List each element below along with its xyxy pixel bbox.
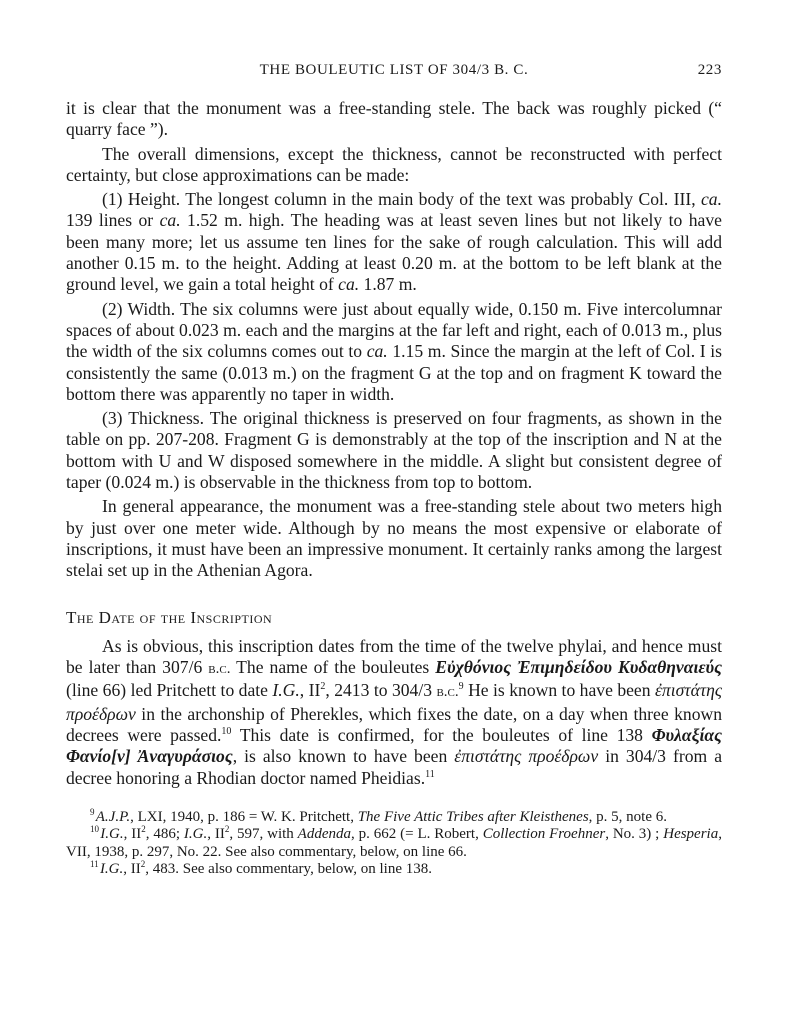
footnote-ref-11: 11 bbox=[425, 768, 435, 780]
greek-name-euchthonios: Εὐχθόνιος Ἐπιμηδείδου Κυδαθηναιεύς bbox=[435, 657, 723, 678]
page bbox=[66, 62, 722, 878]
body-text bbox=[66, 98, 722, 789]
paragraph-width: (2) Width. The six columns were just about equally wide, 0.150 m. Five intercolumnar spaces of about 0.023 m. each and the margins at the far left and right, each of 0.013 m., plus the width of the six columns comes out to ca. 1.15 m. Since the margin at the left of Col. I is consistently the same (0.013 m.) on the fragment G at the top and on fragment K toward the bottom there was apparently no taper in width. bbox=[66, 298, 722, 404]
greek-title-epistates: ἐπιστάτης προέδρων bbox=[66, 680, 722, 724]
greek-name-phylaxias: Φυλαξίας Φανίο[ν] Ἀναγυράσιος bbox=[66, 725, 722, 767]
paragraph-general-appearance: In general appearance, the monument was a free-standing stele about two meters high by just over one meter wide. Although by no means the most expensive or elaborate of inscriptions, it must have been an impressive monument. It certainly ranks among the largest stelai set up in the Athenian Agora. bbox=[66, 496, 722, 581]
greek-title-epistates-2: ἐπιστάτης προέδρων bbox=[454, 746, 599, 767]
page-header bbox=[66, 62, 722, 86]
running-head: THE BOULEUTIC LIST OF 304/3 B. C. bbox=[259, 62, 529, 78]
footnote-ref-10: 10 bbox=[221, 726, 232, 738]
footnote-11: $^{11}$ I.G., $II^2$, 483. See also commentary, below, on line 138. bbox=[90, 858, 433, 877]
footnote-9: $^9$ A.J.P., LXI, 1940, p. 186 = W. K. Pritchett, The Five Attic Tribes after Kleisthenes, p. 5, note 6. bbox=[90, 806, 667, 825]
footnote-ref-9: 9 bbox=[458, 681, 464, 693]
paragraph-thickness: (3) Thickness. The original thickness is preserved on four fragments, as shown in the table on pp. 207-208. Fragment G is demonstrably at the top of the inscription and N at the bottom with U and W disposed somewhere in the middle. A slight but consistent degree of taper (0.024 m.) is observable in the thickness from top to bottom. bbox=[66, 408, 722, 493]
paragraph-continuation: it is clear that the monument was a free-standing stele. The back was roughly picked (“ quarry face ”). bbox=[66, 98, 722, 140]
paragraph-dimensions-intro: The overall dimensions, except the thickness, cannot be reconstructed with perfect certainty, but close approximations can be made: bbox=[66, 143, 722, 185]
footnote-10: $^{10}$ I.G., $II^2$, 486; I.G., $II^2$, 597, with Addenda, p. 662 (= L. Robert, Collection Froehner, No. 3) ; Hesperia, VII, 1938, p. 297, No. 22. See also commentary, below, on line 66. bbox=[66, 824, 722, 860]
footnotes bbox=[66, 806, 722, 878]
paragraph-height: (1) Height. The longest column in the main body of the text was probably Col. III, ca. 139 lines or ca. 1.52 m. high. The heading was at least seven lines but not likely to have been many more; let us assume ten lines for the sake of rough calculation. This will add another 0.15 m. to the height. Adding at least 0.20 m. at the bottom to be left blank at the ground level, we gain a total height of ca. 1.87 m. bbox=[66, 189, 722, 295]
section-heading: The Date of the Inscription bbox=[66, 607, 273, 627]
paragraph-date: As is obvious, this inscription dates from the time of the twelve phylai, and hence must be later than 307/6 b.c. The name of the bouleutes Εὐχθόνιος Ἐπιμηδείδου Κυδαθηναιεύς (line 66) led Pritchett to date I.G., $II^2$, 2413 to 304/3 b.c.$^9$ He is known to have been ἐπιστάτης προέδρων in the archonship of Pherekles, which fixes the date, on a day when three known decrees were passed.$^{10}$ This date is confirmed, for the bouleutes of line 138 Φυλαξίας Φανίο[ν] Ἀναγυράσιος, is also known to have been ἐπιστάτης προέδρων in 304/3 from a decree honoring a Rhodian doctor named Pheidias.$^{11}$ bbox=[66, 635, 723, 788]
page-number: 223 bbox=[697, 62, 722, 78]
